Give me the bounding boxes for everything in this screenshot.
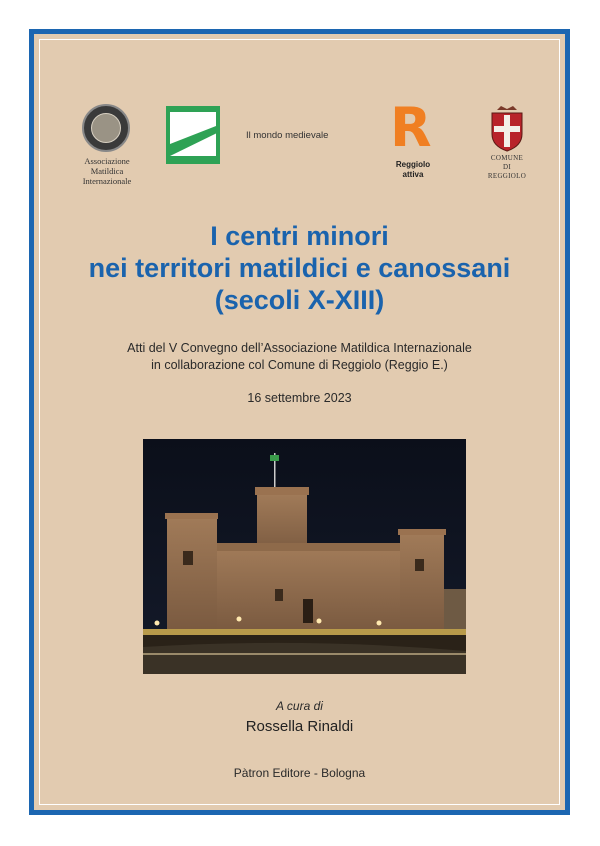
comune-caption: COMUNE DI REGGIOLO — [487, 154, 527, 180]
association-caption: Associazione Matildica Internazionale — [82, 156, 132, 186]
reggiolo-logo-icon — [390, 96, 436, 159]
title-line-2: nei territori matildici e canossani — [88, 253, 511, 283]
region-logo-icon — [166, 106, 220, 164]
editor-name: Rossella Rinaldi — [245, 718, 354, 735]
title-line-3: (secoli X-XIII) — [214, 285, 385, 315]
publisher: Pàtron Editore - Bologna — [233, 766, 366, 780]
subtitle-line-1: Atti del V Convegno dell’Associazione Matildica Internazionale — [127, 341, 472, 355]
castle-photo — [143, 439, 466, 674]
association-seal-icon — [82, 104, 130, 152]
reggiolo-caption: Reggiolo attiva — [395, 160, 431, 179]
seal-portrait — [91, 113, 121, 143]
title-line-1: I centri minori — [210, 221, 389, 251]
reggiolo-logo-letter: R — [390, 96, 432, 159]
comune-crest-icon — [489, 106, 525, 152]
conference-date: 16 settembre 2023 — [247, 391, 352, 405]
series-label: Il mondo medievale — [246, 130, 329, 141]
subtitle-line-2: in collaborazione col Comune di Reggiolo (Reggio E.) — [151, 358, 448, 372]
editor-prefix: A cura di — [276, 699, 323, 713]
book-cover — [29, 29, 570, 815]
